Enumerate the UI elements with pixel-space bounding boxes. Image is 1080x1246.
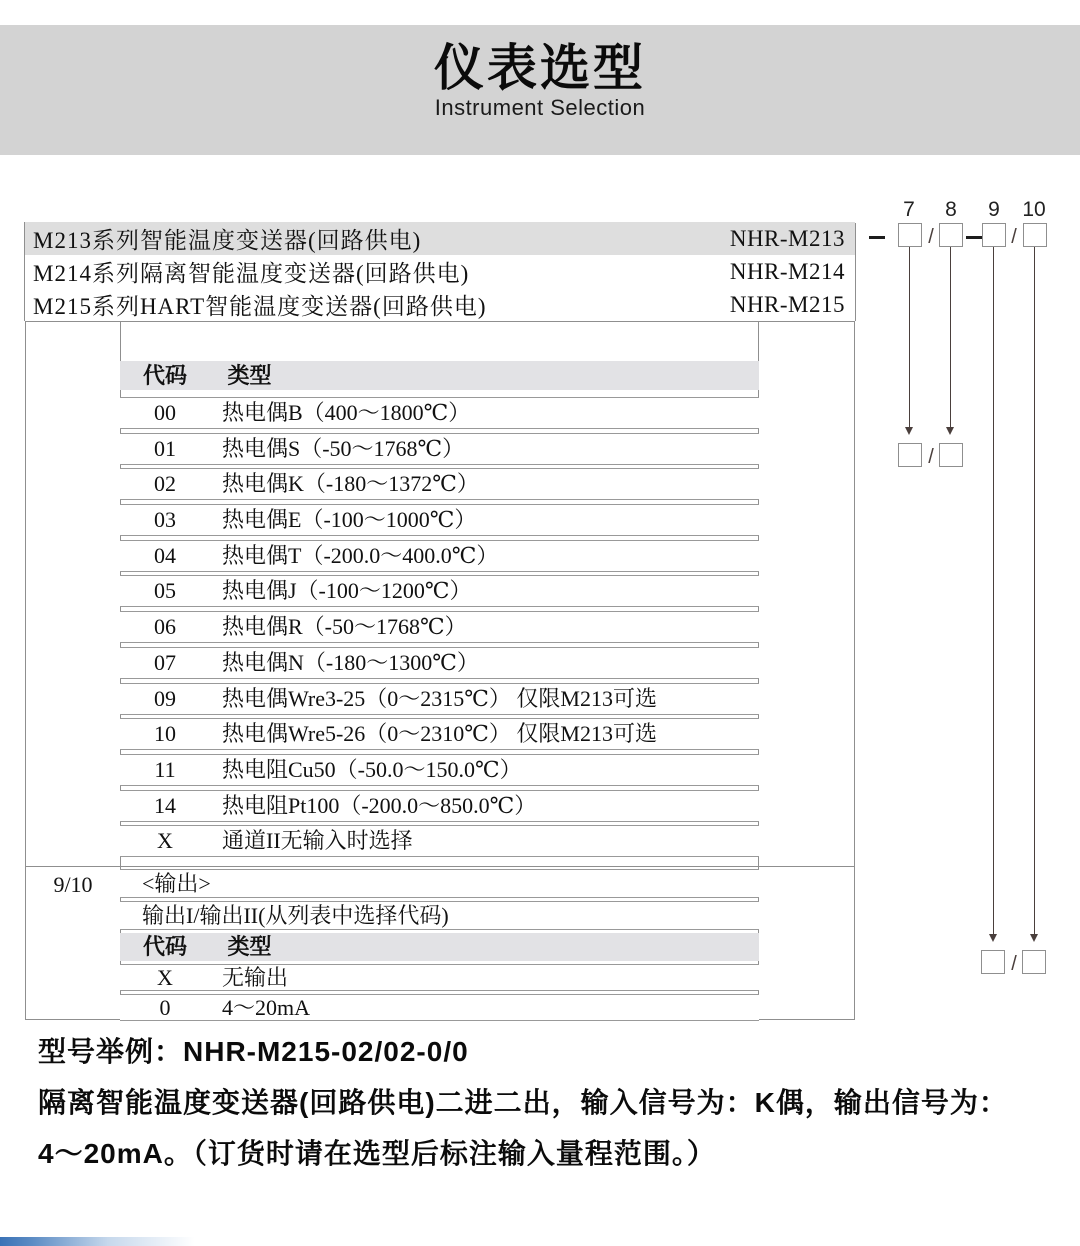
input-code-box-I	[898, 443, 922, 467]
product-row-m215	[25, 288, 855, 321]
table-row	[120, 754, 759, 786]
type-column-header: 类型	[227, 363, 272, 388]
slash-separator: /	[1011, 953, 1017, 975]
table-row	[120, 825, 759, 857]
product-model: NHR-M215	[729, 291, 845, 317]
position-number-9: 9	[988, 198, 1000, 221]
section-divider	[26, 866, 854, 867]
code-cell: 02	[154, 471, 176, 497]
code-box-8	[939, 223, 963, 247]
code-box-7	[898, 223, 922, 247]
output-table-header	[120, 933, 759, 961]
input-table-header	[120, 361, 759, 390]
table-row	[120, 790, 759, 822]
type-cell: 热电偶N（-180～1300℃）	[222, 649, 479, 675]
connector-line-7	[909, 247, 910, 427]
table-row	[120, 575, 759, 607]
type-cell: 热电偶T（-200.0～400.0℃）	[222, 542, 499, 568]
product-model: NHR-M214	[729, 258, 845, 284]
type-cell: 无输出	[222, 965, 289, 990]
type-cell: 热电偶K（-180～1372℃）	[222, 471, 479, 497]
type-cell: 热电阻Cu50（-50.0～150.0℃）	[222, 756, 522, 782]
page-subtitle: Instrument Selection	[434, 95, 646, 120]
product-row-m213	[25, 222, 855, 255]
product-name: M214系列隔离智能温度变送器(回路供电)	[33, 261, 470, 286]
code-cell: 07	[154, 649, 176, 675]
slash-separator: /	[928, 226, 934, 248]
code-box-10	[1023, 223, 1047, 247]
table-row	[120, 397, 759, 429]
model-example-block	[38, 1036, 1048, 1189]
type-cell: 热电偶R（-50～1768℃）	[222, 614, 467, 640]
table-row	[120, 718, 759, 750]
code-cell: 10	[154, 721, 176, 747]
output-rows	[120, 964, 759, 1021]
model-example-line: 4～20mA。（订货时请在选型后标注输入量程范围。）	[38, 1138, 716, 1169]
title-band	[0, 25, 1080, 155]
output-code-box-II	[1022, 950, 1046, 974]
input-type-table	[120, 361, 759, 861]
code-box-9	[982, 223, 1006, 247]
code-cell: 04	[154, 542, 176, 568]
type-cell: 热电偶B（400～1800℃）	[222, 400, 471, 425]
page-title: 仪表选型	[434, 40, 646, 96]
input-code-box-II	[939, 443, 963, 467]
output-title-row: <输出>	[120, 869, 759, 898]
order-dash-icon	[869, 236, 885, 239]
code-cell: X	[157, 828, 173, 854]
type-cell: 热电阻Pt100（-200.0～850.0℃）	[222, 792, 537, 818]
table-row	[120, 468, 759, 500]
code-cell: 06	[154, 614, 176, 640]
table-row	[120, 540, 759, 572]
model-example-line: 型号举例：NHR-M215-02/02-0/0	[38, 1036, 469, 1067]
code-column-header: 代码	[142, 363, 187, 388]
type-cell: 热电偶J（-100～1200℃）	[222, 578, 472, 604]
position-number-10: 10	[1022, 198, 1046, 221]
arrowhead-icon	[946, 427, 954, 435]
product-right-border	[855, 223, 856, 321]
type-cell: 热电偶Wre5-26（0～2310℃） 仅限M213可选	[222, 721, 657, 747]
selection-table	[25, 321, 855, 1020]
connector-line-8	[950, 247, 951, 427]
table-row	[120, 647, 759, 679]
model-example-line: 隔离智能温度变送器(回路供电)二进二出，输入信号为：K偶，输出信号为：	[38, 1087, 1008, 1118]
code-cell: 00	[154, 400, 176, 425]
product-name: M213系列智能温度变送器(回路供电)	[33, 228, 422, 253]
product-row-m214	[25, 255, 855, 288]
footer-gradient-bar	[0, 1237, 1080, 1246]
code-cell: 01	[154, 435, 176, 461]
code-column-header: 代码	[142, 934, 187, 959]
code-cell: 09	[154, 685, 176, 711]
code-cell: 11	[154, 756, 176, 782]
table-row	[120, 611, 759, 643]
output-code-box-I	[981, 950, 1005, 974]
table-row	[120, 433, 759, 465]
product-list	[25, 222, 855, 321]
input-rows	[120, 397, 759, 857]
type-cell: 热电偶S（-50～1768℃）	[222, 435, 465, 461]
code-cell: 14	[154, 792, 176, 818]
position-number-7: 7	[903, 198, 915, 221]
row-label-9-10: 9/10	[53, 872, 93, 897]
product-name: M215系列HART智能温度变送器(回路供电)	[33, 294, 487, 319]
code-cell: 0	[159, 995, 171, 1020]
table-row	[120, 504, 759, 536]
type-column-header: 类型	[227, 934, 272, 959]
type-cell: 热电偶Wre3-25（0～2315℃） 仅限M213可选	[222, 685, 657, 711]
type-cell: 4～20mA	[222, 995, 311, 1020]
slash-separator: /	[928, 446, 934, 468]
connector-line-10	[1034, 247, 1035, 934]
table-row	[120, 964, 759, 991]
table-row	[120, 994, 759, 1021]
table-row	[120, 683, 759, 715]
product-model: NHR-M213	[729, 225, 845, 251]
type-cell: 通道II无输入时选择	[222, 828, 413, 854]
connector-line-9	[993, 247, 994, 934]
code-cell: 05	[154, 578, 176, 604]
position-number-8: 8	[945, 198, 957, 221]
code-cell: X	[157, 965, 173, 990]
order-dash-icon	[966, 236, 982, 239]
output-table	[120, 869, 759, 1024]
arrowhead-icon	[905, 427, 913, 435]
slash-separator: /	[1011, 226, 1017, 248]
arrowhead-icon	[1030, 934, 1038, 942]
arrowhead-icon	[989, 934, 997, 942]
code-cell: 03	[154, 507, 176, 533]
output-subtitle-row: 输出I/输出II(从列表中选择代码)	[120, 901, 759, 930]
type-cell: 热电偶E（-100～1000℃）	[222, 507, 477, 533]
